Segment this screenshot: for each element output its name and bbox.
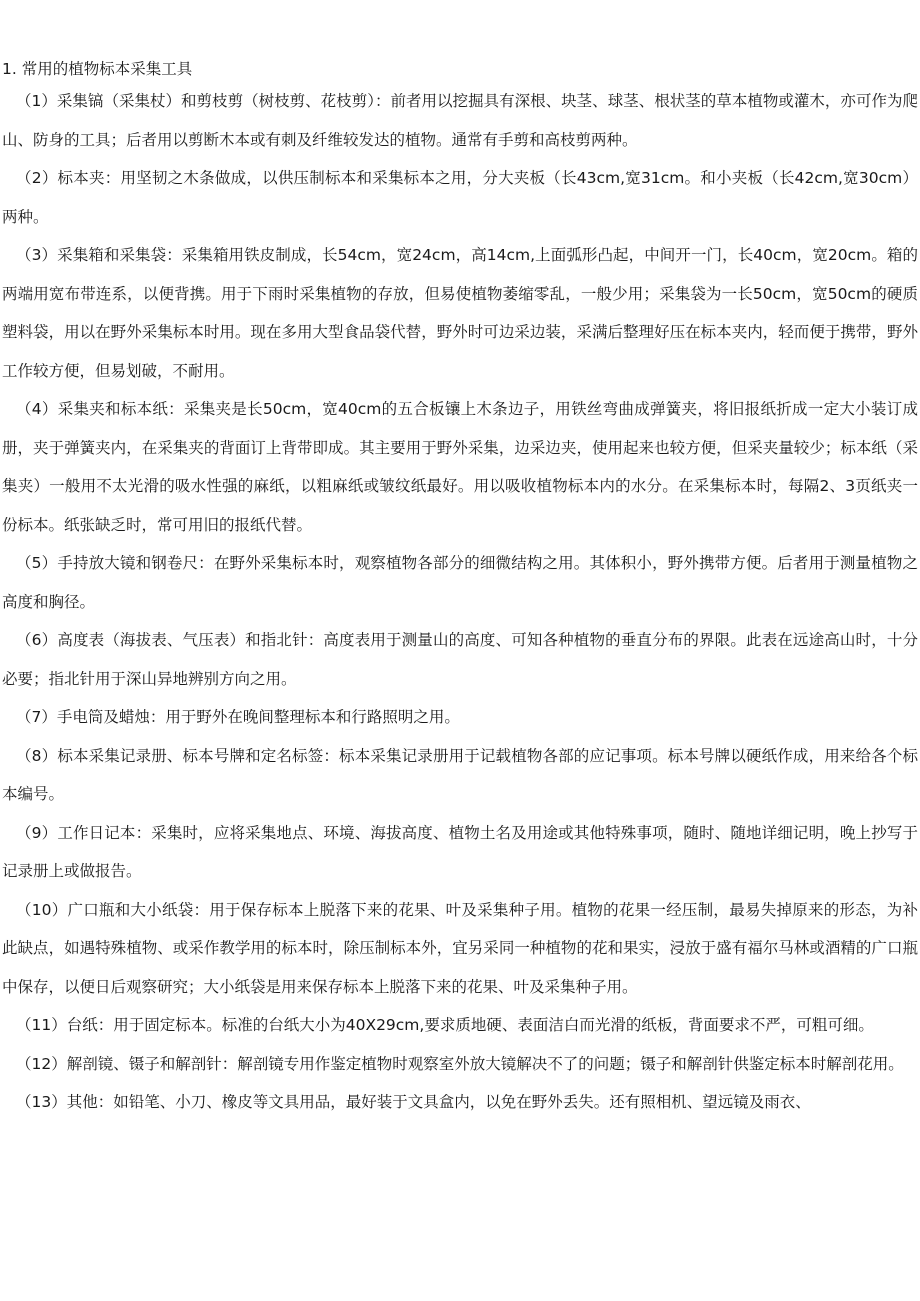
paragraph-8-record-book-and-labels: （8）标本采集记录册、标本号牌和定名标签：标本采集记录册用于记载植物各部的应记事项。标本号牌以硬纸作成，用来给各个标本编号。 bbox=[2, 746, 918, 803]
section-heading: 1. 常用的植物标本采集工具 bbox=[2, 60, 193, 78]
paragraph-11-mounting-paper: （11）台纸：用于固定标本。标准的台纸大小为40X29cm,要求质地硬、表面洁白而光滑的纸板，背面要求不严，可粗可细。 bbox=[16, 1016, 874, 1034]
paragraph-12-dissecting-tools: （12）解剖镜、镊子和解剖针：解剖镜专用作鉴定植物时观察室外放大镜解决不了的问题；镊子和解剖针供鉴定标本时解剖花用。 bbox=[16, 1054, 904, 1073]
paragraph-7-flashlight-and-candle: （7）手电筒及蜡烛：用于野外在晚间整理标本和行路照明之用。 bbox=[16, 708, 460, 726]
paragraph-4-collecting-press-and-paper: （4）采集夹和标本纸：采集夹是长50cm，宽40cm的五合板镶上木条边子，用铁丝弯曲成弹簧夹，将旧报纸折成一定大小装订成册，夹于弹簧夹内，在采集夹的背面订上背带即成。其主要用于野外采集，边采边夹，使用起来也较方便，但采夹量较少；标本纸（采集夹）一般用不太光滑的吸水性强的麻纸，以粗麻纸或皱纹纸最好。用以吸收植物标本内的水分。在采集标本时，每隔2、3页纸夹一份标本。纸张缺乏时，常可用旧的报纸代替。 bbox=[2, 400, 918, 534]
paragraph-9-field-notebook: （9）工作日记本：采集时，应将采集地点、环境、海拔高度、植物土名及用途或其他特殊事项，随时、随地详细记明，晚上抄写于记录册上或做报告。 bbox=[2, 823, 918, 880]
paragraph-5-magnifier-and-tape: （5）手持放大镜和钢卷尺：在野外采集标本时，观察植物各部分的细微结构之用。其体积小，野外携带方便。后者用于测量植物之高度和胸径。 bbox=[2, 554, 918, 611]
paragraph-3-collecting-box-and-bag: （3）采集箱和采集袋：采集箱用铁皮制成，长54cm，宽24cm，高14cm,上面弧形凸起，中间开一门，长40cm，宽20cm。箱的两端用宽布带连系，以便背携。用于下雨时采集植物的存放，但易使植物萎缩零乱，一般少用；采集袋为一长50cm，宽50cm的硬质塑料袋，用以在野外采集标本时用。现在多用大型食品袋代替，野外时可边采边装，采满后整理好压在标本夹内，轻而便于携带，野外工作较方便，但易划破，不耐用。 bbox=[2, 246, 918, 380]
paragraph-6-altimeter-and-compass: （6）高度表（海拔表、气压表）和指北针：高度表用于测量山的高度、可知各种植物的垂直分布的界限。此表在远途高山时，十分必要；指北针用于深山异地辨别方向之用。 bbox=[2, 631, 918, 688]
paragraph-10-jars-and-paper-bags: （10）广口瓶和大小纸袋：用于保存标本上脱落下来的花果、叶及采集种子用。植物的花果一经压制，最易失掉原来的形态，为补此缺点，如遇特殊植物、或采作教学用的标本时，除压制标本外，宜另采同一种植物的花和果实，浸放于盛有福尔马林或酒精的广口瓶中保存，以便日后观察研究；大小纸袋是用来保存标本上脱落下来的花果、叶及采集种子用。 bbox=[2, 900, 918, 996]
paragraph-13-other-items: （13）其他：如铅笔、小刀、橡皮等文具用品，最好装于文具盒内，以免在野外丢失。还有照相机、望远镜及雨衣、 bbox=[16, 1093, 811, 1111]
paragraph-1-collecting-pick-and-pruners: （1）采集镐（采集杖）和剪枝剪（树枝剪、花枝剪）：前者用以挖掘具有深根、块茎、球茎、根状茎的草本植物或灌木，亦可作为爬山、防身的工具；后者用以剪断木本或有刺及纤维较发达的植物。通常有手剪和高枝剪两种。 bbox=[2, 92, 918, 149]
paragraph-2-specimen-press: （2）标本夹：用坚韧之木条做成，以供压制标本和采集标本之用，分大夹板（长43cm,宽31cm。和小夹板（长42cm,宽30cm）两种。 bbox=[2, 169, 918, 226]
